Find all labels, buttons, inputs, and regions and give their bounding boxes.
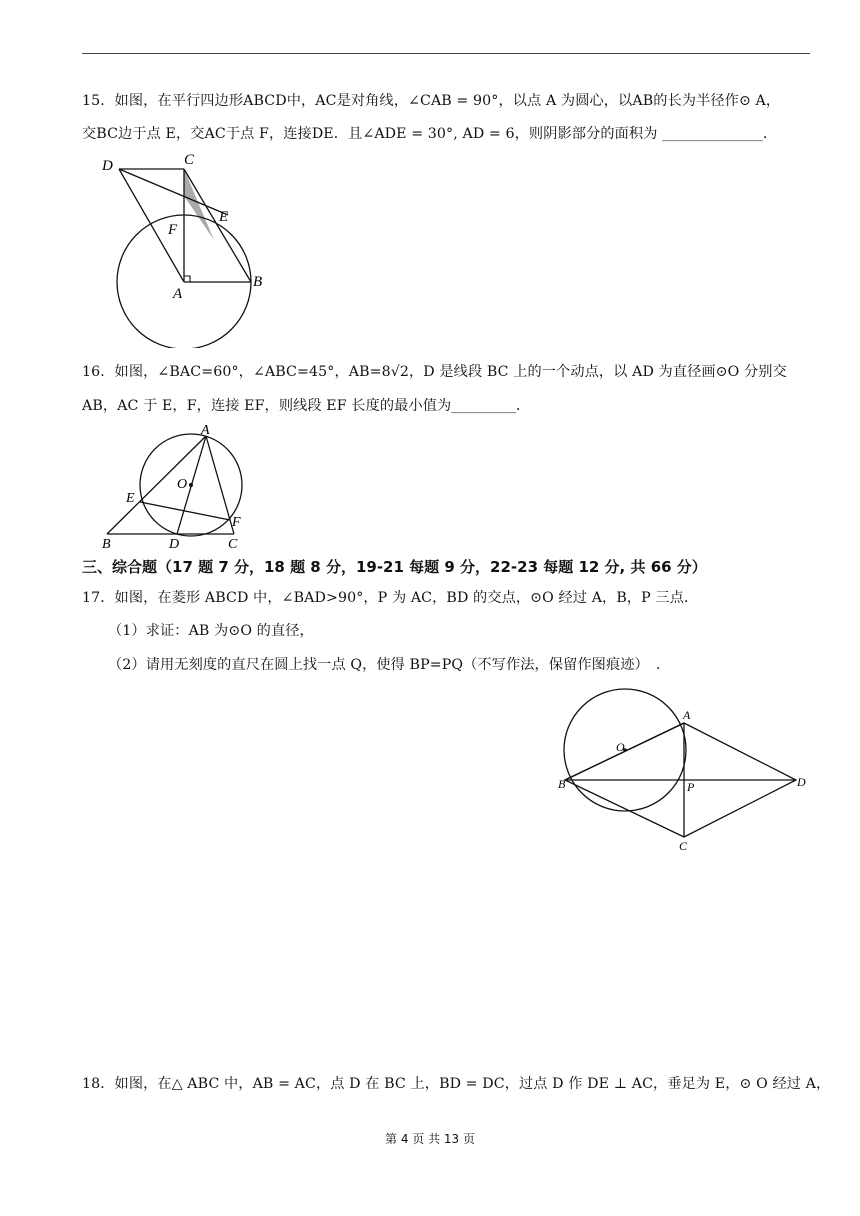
q15-label-b: B — [253, 274, 263, 290]
header-rule — [82, 53, 810, 54]
q16-label-f: F — [232, 515, 241, 530]
q15-label-f: F — [168, 222, 178, 238]
q17-line-1: 17．如图，在菱形 ABCD 中，∠BAD>90°，P 为 AC，BD 的交点，⊙O 经过 A，B，P 三点． — [82, 590, 699, 606]
q18-line-1: 18．如图，在△ ABC 中，AB = AC，点 D 在 BC 上，BD = DC，过点 D 作 DE ⊥ AC，垂足为 E，⊙ O 经过 A， — [82, 1076, 831, 1092]
q17-label-o: O — [616, 740, 625, 754]
q16-label-o: O — [177, 477, 188, 492]
q17-figure — [555, 685, 815, 855]
q17-label-d: D — [797, 775, 806, 789]
q17-part-1: （1）求证：AB 为⊙O 的直径， — [108, 623, 314, 639]
q16-label-e: E — [126, 491, 135, 506]
q16-label-c: C — [228, 537, 238, 550]
q16-figure — [95, 420, 255, 550]
q17-label-b: B — [558, 777, 566, 791]
q17-label-c: C — [679, 839, 688, 853]
page-footer: 第 4 页 共 13 页 — [385, 1132, 475, 1146]
q15-label-c: C — [184, 152, 195, 168]
section-3-title: 三、综合题（17 题 7 分，18 题 8 分，19-21 每题 9 分，22-23 每题 12 分, 共 66 分） — [82, 558, 707, 576]
q16-line-2: AB，AC 于 E，F，连接 EF，则线段 EF 长度的最小值为_________． — [82, 398, 531, 414]
q15-label-e: E — [219, 209, 229, 225]
q15-label-a: A — [173, 286, 183, 302]
q16-label-d: D — [169, 537, 180, 550]
q15-shaded-region — [184, 169, 214, 240]
q15-figure — [95, 148, 275, 348]
q17-part-2: （2）请用无刻度的直尺在圆上找一点 Q，使得 BP=PQ（不写作法，保留作图痕迹） ． — [108, 657, 671, 673]
q16-line-1: 16．如图，∠BAC=60°，∠ABC=45°，AB=8√2，D 是线段 BC 上的一个动点，以 AD 为直径画⊙O 分别交 — [82, 364, 787, 380]
q16-label-b: B — [102, 537, 111, 550]
q15-line-2: 交BC边于点 E，交AC于点 F，连接DE．且∠ADE = 30°, AD = 6，则阴影部分的面积为 ______________． — [82, 126, 778, 142]
q16-label-a: A — [201, 423, 210, 438]
q15-line-1: 15．如图，在平行四边形ABCD中，AC是对角线，∠CAB = 90°，以点 A 为圆心，以AB的长为半径作⊙ A， — [82, 93, 781, 109]
q17-label-a: A — [683, 708, 691, 722]
q17-label-p: P — [687, 780, 695, 794]
q15-label-d: D — [102, 158, 113, 174]
